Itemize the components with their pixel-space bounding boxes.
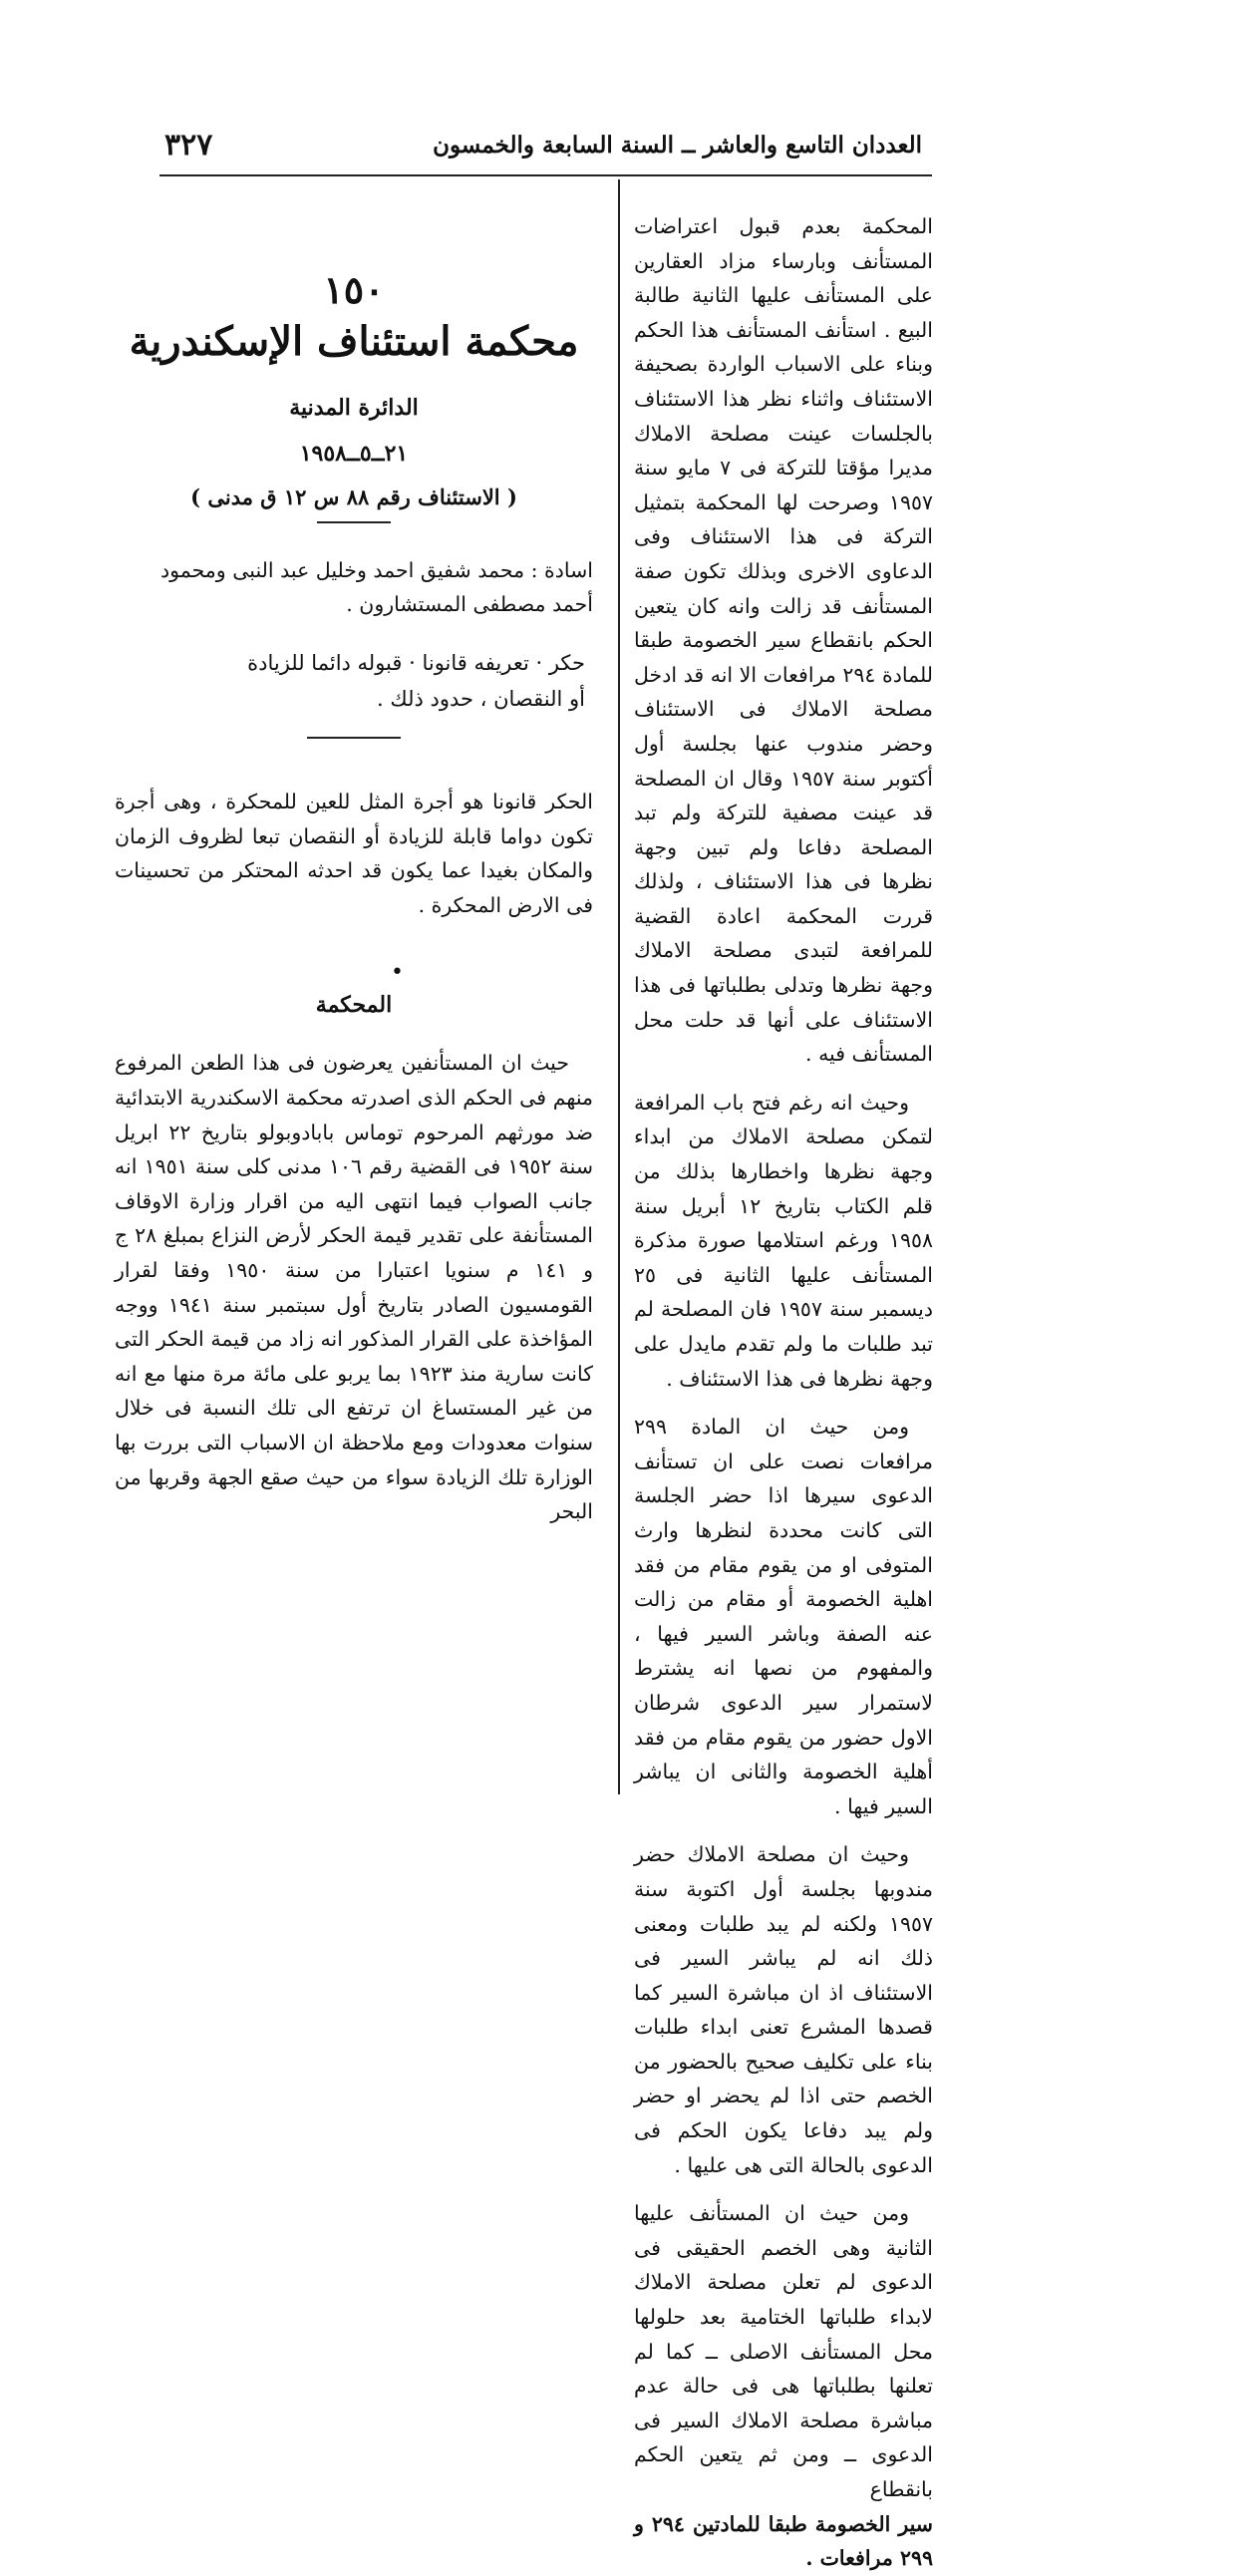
divider	[317, 521, 391, 523]
header-rule	[159, 174, 932, 176]
court-name: محكمة استئناف الإسكندرية	[129, 318, 579, 365]
keywords	[115, 645, 585, 717]
judges-panel: اسادة : محمد شفيق احمد وخليل عبد النبى ومحمود أحمد مصطفى المستشارون .	[160, 558, 593, 616]
bullet-icon: •	[391, 960, 404, 986]
closing-line: سير الخصومة طبقا للمادتين ٢٩٤ و ٢٩٩ مرافعات .	[634, 2511, 933, 2571]
appeal-reference: ( الاستئناف رقم ٨٨ س ١٢ ق مدنى )	[190, 484, 517, 509]
column-divider	[618, 179, 620, 1794]
divider	[307, 737, 401, 739]
paragraph: المحكمة بعدم قبول اعتراضات المستأنف وبارساء مزاد العقارين على المستأنف عليها الثانية طالبة البيع . استأنف المستأنف هذا الحكم وبناء على الاسباب الواردة بصحيفة الاستئناف واثناء نظر هذا الاستئناف بالجلسات عينت مصلحة الاملاك مديرا مؤقتا للتركة فى ٧ مايو سنة ١٩٥٧ وصرحت لها المحكمة بتمثيل التركة فى هذا الاستئناف وفى الدعاوى الاخرى وبذلك تكون صفة المستأنف قد زالت وانه كان يتعين الحكم بانقطاع سير الخصومة طبقا للمادة ٢٩٤ مرافعات الا انه قد ادخل مصلحة الاملاك فى الاستئناف وحضر مندوب عنها بجلسة أول أكتوبر سنة ١٩٥٧ وقال ان المصلحة قد عينت مصفية للتركة ولم تبد المصلحة دفاعا ولم تبين وجهة نظرها فى هذا الاستئناف ، ولذلك قررت المحكمة اعادة القضية للمرافعة لتبدى مصلحة الاملاك وجهة نظرها وتدلى بطلباتها فى هذا الاستئناف على أنها قد حلت محل المستأنف فيه .	[634, 214, 933, 1067]
judgment-date: ٢١ــ٥ــ١٩٥٨	[299, 441, 409, 467]
paragraph: ومن حيث ان المستأنف عليها الثانية وهى الخصم الحقيقى فى الدعوى لم تعلن مصلحة الاملاك لابداء طلباتها الختامية بعد حلولها محل المستأنف الاصلى ــ كما لم تعلنها بطلباتها هى فى حالة عدم مباشرة مصلحة الاملاك السير فى الدعوى ــ ومن ثم يتعين الحكم بانقطاع	[634, 2201, 933, 2501]
keyword-line: حكر · تعريفه قانونا · قبوله دائما للزيادة	[247, 651, 585, 675]
keyword-line: أو النقصان ، حدود ذلك .	[377, 687, 585, 711]
paragraph: وحيث انه رغم فتح باب المرافعة لتمكن مصلحة الاملاك من ابداء وجهة نظرها واخطارها بذلك من قلم الكتاب بتاريخ ١٢ أبريل سنة ١٩٥٨ ورغم استلامها صورة مذكرة المستأنف عليها الثانية فى ٢٥ ديسمبر سنة ١٩٥٧ فان المصلحة لم تبد طلبات ما ولم تقدم مايدل على وجهة نظرها فى هذا الاستئناف .	[634, 1090, 933, 1391]
right-column	[634, 209, 933, 2576]
paragraph: وحيث ان مصلحة الاملاك حضر مندوبها بجلسة أول اكتوبة سنة ١٩٥٧ ولكنه لم يبد طلبات ومعنى ذلك انه لم يباشر السير فى الاستئناف اذ ان مباشرة السير كما قصدها المشرع تعنى ابداء طلبات بناء على تكليف صحيح بالحضور من الخصم حتى اذا لم يحضر او حضر ولم يبد دفاعا يكون الحكم فى الدعوى بالحالة التى هى عليها .	[634, 1842, 933, 2177]
legal-principle: الحكر قانونا هو أجرة المثل للعين للمحكرة ، وهى أجرة تكون دواما قابلة للزيادة أو النقصان تبعا لظروف الزمان والمكان بغيدا عما يكون قد احدثه المحتكر من تحسينات فى الارض المحكرة .	[115, 790, 593, 917]
journal-issue-title: العددان التاسع والعاشر ــ السنة السابعة والخمسون	[433, 132, 922, 159]
judgment-text: حيث ان المستأنفين يعرضون فى هذا الطعن المرفوع منهم فى الحكم الذى اصدرته محكمة الاسكندرية الابتدائية ضد مورثهم المرحوم توماس بابادوبولو بتاريخ ٢٢ ابريل سنة ١٩٥٢ فى القضية رقم ١٠٦ مدنى كلى سنة ١٩٥١ انه جانب الصواب فيما انتهى اليه من اقرار وزارة الاوقاف المستأنفة على تقدير قيمة الحكر لأرض النزاع بمبلغ ٢٨ ج و ١٤١ م سنويا اعتبارا من سنة ١٩٥٠ وفقا لقرار القومسيون الصادر بتاريخ أول سبتمبر سنة ١٩٤١ ووجه المؤاخذة على القرار المذكور انه زاد من قيمة الحكر التى كانت سارية منذ ١٩٢٣ بما يربو على مائة مرة منها مع انه من غير المستساغ ان ترتفع الى تلك النسبة فى خلال سنوات معدودات ومع ملاحظة ان الاسباب التى بررت بها الوزارة تلك الزيادة سواء من حيث صقع الجهة وقربها من البحر	[115, 1051, 594, 1524]
running-head	[164, 128, 922, 171]
judgment-heading: المحكمة	[315, 992, 393, 1019]
circuit-name: الدائرة المدنية	[289, 395, 419, 421]
page-number: ٣٢٧	[164, 128, 213, 162]
case-number: ١٥٠	[323, 267, 385, 312]
paragraph: ومن حيث ان المادة ٢٩٩ مرافعات نصت على ان تستأنف الدعوى سيرها اذا حضر الجلسة التى كانت محددة لنظرها وارث المتوفى او من يقوم مقام من فقد اهلية الخصومة أو مقام من زالت عنه الصفة وباشر السير فيها ، والمفهوم من نصها انه يشترط لاستمرار سير الدعوى شرطان الاول حضور من يقوم مقام من فقد أهلية الخصومة والثانى ان يباشر السير فيها .	[634, 1415, 933, 1818]
left-column	[115, 209, 593, 1529]
